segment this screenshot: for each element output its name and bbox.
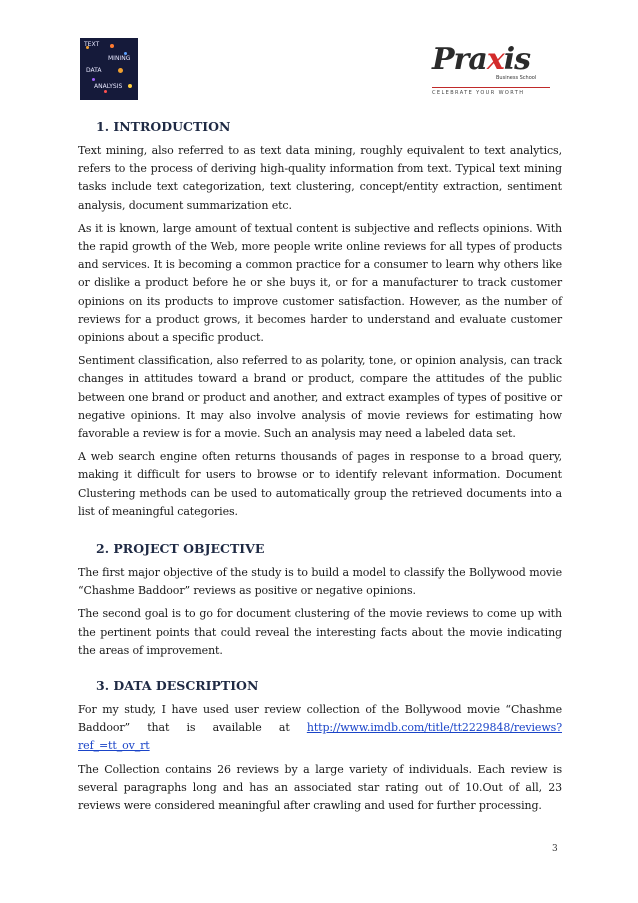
logo-word: MINING [108,55,131,62]
page-number: 3 [552,844,558,854]
text-mining-logo [80,38,138,100]
paragraph: The Collection contains 26 reviews by a large variety of individuals. Each review is several paragraphs long and has an associated star rating out of 10.Out of all, 23 reviews were considered meaningful after crawling and used for further processing. [78,762,562,813]
paragraph: The first major objective of the study is to build a model to classify the Bollywood movie “Chashme Baddoor” reviews as positive or negative opinions. [78,566,562,598]
section-heading-introduction: 1. INTRODUCTION [96,119,231,134]
paragraph: For my study, I have used user review collection of the Bollywood movie “Chashme Baddoor” that is available at http://www.imdb.com/title/tt2229848/reviews?ref_=tt_ov_rt [78,703,562,753]
paragraph: Text mining, also referred to as text data mining, roughly equivalent to text analytics, refers to the process of deriving high-quality information from text. Typical text mining tasks include text categorization, text clustering, concept/entity extraction, sentiment analysis, document summarization etc. [78,144,562,212]
praxis-wordmark: Praxis [432,42,530,77]
logo-word: DATA [86,67,102,74]
logo-word: ANALYSIS [94,83,123,90]
paragraph: Sentiment classification, also referred to as polarity, tone, or opinion analysis, can track changes in attitudes toward a brand or product, compare the attitudes of the public between one brand or product and another, and extract examples of types of positive or negative opinions. It may also involve analysis of movie reviews for estimating how favorable a review is for a movie. Such an analysis may need a labeled data set. [78,354,562,441]
praxis-subtitle: Business School [496,75,537,81]
section-heading-objective: 2. PROJECT OBJECTIVE [96,541,265,557]
logo-word: TEXT [84,41,100,48]
paragraph: A web search engine often returns thousands of pages in response to a broad query, making it difficult for users to browse or to identify relevant information. Document Clustering methods can be used to automatically group the retrieved documents into a list of meaningful categories. [78,450,562,518]
paragraph: The second goal is to go for document clustering of the movie reviews to come up with the pertinent points that could reveal the interesting facts about the movie indicating the areas of improvement. [78,607,562,657]
document-body [78,118,562,820]
section-heading-data: 3. DATA DESCRIPTION [96,678,259,694]
praxis-logo [430,42,560,102]
praxis-tagline: CELEBRATE YOUR WORTH [432,87,550,96]
imdb-reviews-link[interactable]: http://www.imdb.com/title/tt2229848/reviews?ref_=tt_ov_rt [78,721,562,753]
paragraph: As it is known, large amount of textual content is subjective and reflects opinions. With the rapid growth of the Web, more people write online reviews for all types of products and services. It is becoming a common practice for a consumer to learn why others like or dislike a product before he or she buys it, or for a manufacturer to track customer opinions on its products to improve customer satisfaction. However, as the number of reviews for a product grows, it becomes harder to understand and evaluate customer opinions about a specific product. [78,221,562,345]
